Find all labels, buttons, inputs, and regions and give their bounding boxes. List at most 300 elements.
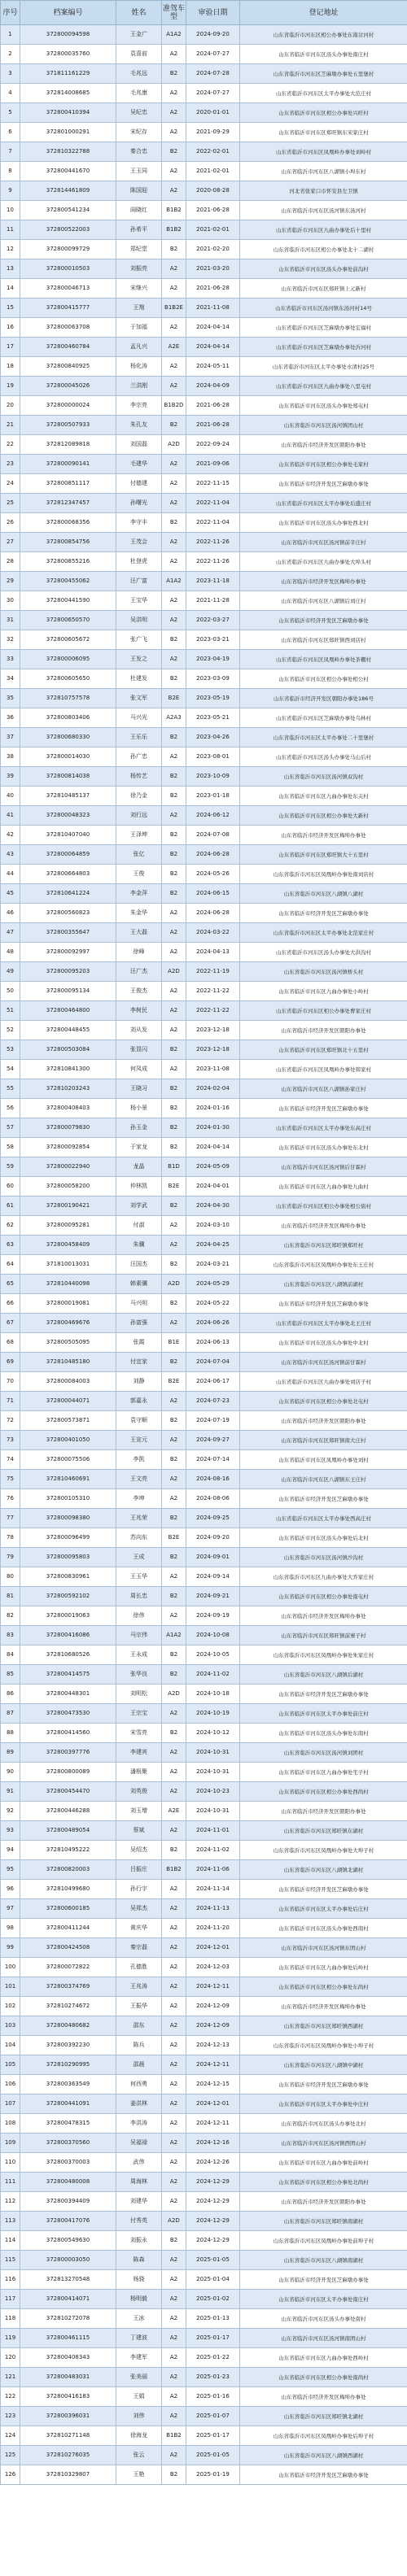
table-row <box>1 552 407 572</box>
header-index: 序号 <box>1 1 20 25</box>
table-row <box>1 1001 407 1021</box>
cell-address: 山东省临沂市河东区相公办事处东尚村 <box>240 1977 407 1997</box>
cell-index: 82 <box>1 1606 20 1626</box>
cell-license-class: A2 <box>162 181 186 201</box>
cell-file-number: 372810440098 <box>20 1275 116 1294</box>
cell-review-date: 2024-09-20 <box>186 25 240 45</box>
cell-index: 124 <box>1 2426 20 2446</box>
cell-address: 山东省临沂市河东区九曲办事处西岭村 <box>240 2348 407 2368</box>
cell-license-class: B1D <box>162 1157 186 1177</box>
cell-file-number: 372800505095 <box>20 1333 116 1353</box>
table-row <box>1 240 407 259</box>
cell-file-number: 372800441670 <box>20 162 116 181</box>
cell-license-class: A2 <box>162 1606 186 1626</box>
table-row <box>1 1919 407 1938</box>
cell-address: 山东省临沂市经济开发区芝麻墩办事处 <box>240 1294 407 1314</box>
cell-file-number: 372800397776 <box>20 1743 116 1763</box>
cell-file-number: 372800190421 <box>20 1196 116 1216</box>
cell-name: 郭嘉永 <box>116 1392 162 1411</box>
cell-address: 山东省临沂市河东区八湖镇八湖村 <box>240 884 407 904</box>
cell-name: 张美丽 <box>116 2368 162 2387</box>
cell-license-class: A2 <box>162 2173 186 2192</box>
cell-index: 50 <box>1 982 20 1001</box>
cell-license-class: A2 <box>162 1938 186 1958</box>
cell-name: 李树民 <box>116 1001 162 1021</box>
cell-file-number: 372800458409 <box>20 1236 116 1255</box>
table-row <box>1 513 407 533</box>
cell-name: 朱金华 <box>116 904 162 923</box>
cell-name: 朱孔友 <box>116 416 162 435</box>
cell-file-number: 372800095203 <box>20 962 116 982</box>
table-row <box>1 2309 407 2329</box>
table-row <box>1 1977 407 1997</box>
cell-license-class: A2 <box>162 533 186 552</box>
cell-index: 20 <box>1 396 20 416</box>
cell-file-number: 372810272078 <box>20 2309 116 2329</box>
cell-name: 付宜家 <box>116 1353 162 1372</box>
cell-name: 刘学武 <box>116 1196 162 1216</box>
cell-index: 66 <box>1 1294 20 1314</box>
table-row <box>1 1275 407 1294</box>
table-row <box>1 1372 407 1392</box>
cell-review-date: 2024-05-09 <box>186 1157 240 1177</box>
cell-review-date: 2024-07-27 <box>186 84 240 103</box>
cell-index: 53 <box>1 1040 20 1060</box>
cell-review-date: 2024-09-21 <box>186 1587 240 1606</box>
table-row <box>1 1177 407 1196</box>
cell-address: 山东省临沂市河东区郑旺镇上元新村 <box>240 279 407 299</box>
cell-index: 52 <box>1 1021 20 1040</box>
cell-index: 79 <box>1 1548 20 1567</box>
cell-name: 宋继兴 <box>116 279 162 299</box>
cell-license-class: A2 <box>162 1392 186 1411</box>
table-row <box>1 865 407 884</box>
cell-address: 山东省临沂市河东区太平办事处中庄村 <box>240 2094 407 2114</box>
table-row <box>1 2231 407 2251</box>
cell-name: 徐峰 <box>116 943 162 962</box>
table-row <box>1 1997 407 2016</box>
cell-license-class: A2 <box>162 1880 186 1899</box>
cell-license-class: B2 <box>162 865 186 884</box>
cell-license-class: A2 <box>162 84 186 103</box>
cell-file-number: 372810757578 <box>20 689 116 708</box>
cell-review-date: 2023-08-01 <box>186 748 240 767</box>
cell-review-date: 2024-09-14 <box>186 1567 240 1587</box>
cell-index: 95 <box>1 1860 20 1880</box>
cell-review-date: 2025-01-22 <box>186 2348 240 2368</box>
table-row <box>1 1665 407 1685</box>
cell-license-class: A2 <box>162 1001 186 1021</box>
cell-index: 27 <box>1 533 20 552</box>
cell-index: 39 <box>1 767 20 787</box>
cell-address: 山东省临沂市河东区太平办事处大范庄村 <box>240 84 407 103</box>
cell-review-date: 2022-11-04 <box>186 513 240 533</box>
cell-review-date: 2021-06-28 <box>186 201 240 220</box>
cell-review-date: 2023-03-21 <box>186 630 240 650</box>
cell-review-date: 2023-04-19 <box>186 650 240 669</box>
table-row <box>1 728 407 748</box>
cell-file-number: 372813270548 <box>20 2270 116 2290</box>
cell-address: 山东省临沂市河东区凤凰岭办事处韩家村 <box>240 1060 407 1079</box>
cell-file-number: 372800079830 <box>20 1118 116 1138</box>
cell-review-date: 2024-06-12 <box>186 806 240 826</box>
table-row <box>1 1938 407 1958</box>
table-row <box>1 2329 407 2348</box>
cell-review-date: 2022-02-01 <box>186 142 240 162</box>
cell-index: 67 <box>1 1314 20 1333</box>
table-row <box>1 1509 407 1528</box>
cell-license-class: A2 <box>162 591 186 611</box>
table-row <box>1 1860 407 1880</box>
cell-file-number: 372800541234 <box>20 201 116 220</box>
cell-license-class: B2E <box>162 1372 186 1392</box>
cell-review-date: 2024-12-26 <box>186 2153 240 2173</box>
table-row <box>1 1626 407 1645</box>
cell-license-class: A2 <box>162 2407 186 2426</box>
cell-file-number: 372800483031 <box>20 2368 116 2387</box>
cell-index: 29 <box>1 572 20 591</box>
cell-review-date: 2024-12-01 <box>186 2094 240 2114</box>
cell-address: 山东省临沂市经济开发区梅埠办事处 <box>240 572 407 591</box>
cell-review-date: 2024-07-04 <box>186 1353 240 1372</box>
table-row <box>1 1079 407 1099</box>
cell-license-class: A2 <box>162 1977 186 1997</box>
cell-review-date: 2022-11-22 <box>186 1001 240 1021</box>
cell-file-number: 372800414071 <box>20 2290 116 2309</box>
cell-file-number: 372800019063 <box>20 1606 116 1626</box>
cell-file-number: 372800854756 <box>20 533 116 552</box>
cell-index: 45 <box>1 884 20 904</box>
cell-index: 107 <box>1 2094 20 2114</box>
table-row <box>1 1724 407 1743</box>
cell-address: 山东省临沂市河东区郑旺镇郑旺村 <box>240 1236 407 1255</box>
cell-index: 113 <box>1 2212 20 2231</box>
table-row <box>1 826 407 845</box>
cell-address: 山东省临沂市河东区郑旺镇大十五里村 <box>240 845 407 865</box>
cell-index: 99 <box>1 1938 20 1958</box>
cell-name: 李守丰 <box>116 513 162 533</box>
cell-license-class: A2 <box>162 1489 186 1509</box>
cell-address: 山东省临沂市河东区汤头办事处郑屯村 <box>240 396 407 416</box>
cell-review-date: 2025-01-17 <box>186 2329 240 2348</box>
cell-license-class: A2 <box>162 162 186 181</box>
cell-address: 山东省临沂市经济开发区芝麻墩办事处 <box>240 1489 407 1509</box>
cell-name: 李宗亮 <box>116 396 162 416</box>
cell-file-number: 372800803406 <box>20 708 116 728</box>
cell-review-date: 2021-02-01 <box>186 220 240 240</box>
cell-review-date: 2024-12-29 <box>186 2192 240 2212</box>
cell-file-number: 372800840925 <box>20 357 116 377</box>
table-row <box>1 2153 407 2173</box>
cell-address: 山东省临沂市河东区汤河镇团山村 <box>240 416 407 435</box>
table-row <box>1 2114 407 2134</box>
cell-name: 陈兵 <box>116 2036 162 2055</box>
cell-name: 汪国杰 <box>116 1255 162 1275</box>
cell-file-number: 372800064859 <box>20 845 116 865</box>
cell-license-class: A2 <box>162 1314 186 1333</box>
cell-file-number: 372800469676 <box>20 1314 116 1333</box>
table-row <box>1 591 407 611</box>
cell-license-class: B2E <box>162 1177 186 1196</box>
cell-index: 58 <box>1 1138 20 1157</box>
cell-address: 河北省张家口市怀安县左卫镇 <box>240 181 407 201</box>
cell-index: 94 <box>1 1841 20 1860</box>
cell-name: 毛建华 <box>116 455 162 474</box>
cell-review-date: 2023-12-18 <box>186 1040 240 1060</box>
cell-name: 王兆涛 <box>116 1977 162 1997</box>
table-row <box>1 162 407 181</box>
cell-file-number: 372810485180 <box>20 1353 116 1372</box>
cell-review-date: 2024-12-16 <box>186 2134 240 2153</box>
cell-license-class: B2 <box>162 787 186 806</box>
table-row <box>1 435 407 455</box>
cell-index: 55 <box>1 1079 20 1099</box>
cell-file-number: 372800473530 <box>20 1704 116 1724</box>
cell-index: 48 <box>1 943 20 962</box>
table-row <box>1 1392 407 1411</box>
cell-name: 刘振亮 <box>116 259 162 279</box>
cell-index: 115 <box>1 2251 20 2270</box>
cell-review-date: 2020-01-01 <box>186 103 240 123</box>
cell-review-date: 2024-11-01 <box>186 1821 240 1841</box>
cell-address: 山东省临沂市河东区太平办事处北王庄村 <box>240 1314 407 1333</box>
cell-license-class: B2E <box>162 689 186 708</box>
cell-review-date: 2024-04-14 <box>186 338 240 357</box>
cell-license-class: A2 <box>162 2368 186 2387</box>
cell-license-class: B1B2 <box>162 2426 186 2446</box>
table-row <box>1 1216 407 1236</box>
cell-address: 山东省临沂市河东区相公办事处毛家村 <box>240 455 407 474</box>
cell-file-number: 372800396031 <box>20 2407 116 2426</box>
cell-license-class: A2 <box>162 2251 186 2270</box>
cell-address: 山东省临沂市经济开发区梅埠办事处 <box>240 826 407 845</box>
table-row <box>1 572 407 591</box>
cell-review-date: 2024-12-11 <box>186 1977 240 1997</box>
cell-name: 陈国迎 <box>116 181 162 201</box>
cell-address: 山东省临沂市河东区汤头办事处中北村 <box>240 1333 407 1353</box>
cell-address: 山东省临沂市河东区八湖镇后湖村 <box>240 1665 407 1685</box>
cell-name: 刘玉增 <box>116 1802 162 1821</box>
cell-file-number: 372800605672 <box>20 630 116 650</box>
cell-license-class: B1B2 <box>162 220 186 240</box>
cell-license-class: A2 <box>162 1782 186 1802</box>
cell-index: 56 <box>1 1099 20 1118</box>
cell-file-number: 372800058200 <box>20 1177 116 1196</box>
table-row <box>1 689 407 708</box>
cell-index: 54 <box>1 1060 20 1079</box>
cell-file-number: 372800099729 <box>20 240 116 259</box>
cell-address: 山东省临沂市经济开发区芝麻墩办事处 <box>240 1685 407 1704</box>
cell-index: 46 <box>1 904 20 923</box>
cell-review-date: 2024-04-13 <box>186 943 240 962</box>
cell-review-date: 2023-01-18 <box>186 787 240 806</box>
cell-index: 78 <box>1 1528 20 1548</box>
cell-name: 王艳 <box>116 2465 162 2485</box>
cell-name: 王文亮 <box>116 1470 162 1489</box>
cell-license-class: B2 <box>162 1294 186 1314</box>
table-row <box>1 943 407 962</box>
cell-file-number: 372800448301 <box>20 1685 116 1704</box>
cell-address: 山东省临沂市河东区汤头办事处西南村 <box>240 1919 407 1938</box>
cell-file-number: 372814008685 <box>20 84 116 103</box>
cell-license-class: A2 <box>162 2309 186 2329</box>
cell-license-class: A2D <box>162 435 186 455</box>
cell-file-number: 372800006095 <box>20 650 116 669</box>
cell-file-number: 372800075506 <box>20 1450 116 1470</box>
cell-address: 山东省临沂市河东区八湖镇南湖村 <box>240 2251 407 2270</box>
table-row <box>1 123 407 142</box>
cell-license-class: A2 <box>162 1216 186 1236</box>
table-row <box>1 2094 407 2114</box>
table-row <box>1 318 407 338</box>
cell-file-number: 372800035760 <box>20 45 116 64</box>
cell-address: 山东省临沂市河东区相公办事处北屯村 <box>240 1392 407 1411</box>
table-row <box>1 2036 407 2055</box>
cell-file-number: 371811161229 <box>20 64 116 84</box>
cell-review-date: 2021-06-28 <box>186 396 240 416</box>
cell-name: 宋纪存 <box>116 123 162 142</box>
cell-review-date: 2021-09-29 <box>186 123 240 142</box>
cell-review-date: 2024-11-20 <box>186 1919 240 1938</box>
cell-file-number: 372800461115 <box>20 2329 116 2348</box>
cell-review-date: 2024-12-09 <box>186 2016 240 2036</box>
cell-review-date: 2025-01-07 <box>186 2407 240 2426</box>
cell-review-date: 2025-01-05 <box>186 2251 240 2270</box>
cell-index: 87 <box>1 1704 20 1724</box>
cell-index: 4 <box>1 84 20 103</box>
cell-review-date: 2024-09-19 <box>186 1606 240 1626</box>
cell-name: 王宝华 <box>116 591 162 611</box>
cell-license-class: A2 <box>162 2290 186 2309</box>
table-row <box>1 2426 407 2446</box>
cell-address: 山东省临沂市河东区汤河镇后甘霖村 <box>240 1157 407 1177</box>
table-row <box>1 1704 407 1724</box>
cell-review-date: 2025-01-17 <box>186 2426 240 2446</box>
cell-file-number: 372814461809 <box>20 181 116 201</box>
cell-address: 山东省临沂市河东区八湖镇小埠东村 <box>240 162 407 181</box>
cell-file-number: 372800044071 <box>20 1392 116 1411</box>
cell-index: 44 <box>1 865 20 884</box>
table-row <box>1 416 407 435</box>
table-row <box>1 1138 407 1157</box>
cell-name: 邵东 <box>116 2016 162 2036</box>
cell-index: 105 <box>1 2055 20 2075</box>
cell-review-date: 2025-01-19 <box>186 2465 240 2485</box>
cell-name: 张显闪 <box>116 1040 162 1060</box>
cell-name: 潘根聚 <box>116 1763 162 1782</box>
table-row <box>1 2173 407 2192</box>
cell-name: 付秀英 <box>116 2212 162 2231</box>
cell-file-number: 372800503084 <box>20 1040 116 1060</box>
cell-index: 30 <box>1 591 20 611</box>
cell-license-class: A2 <box>162 1470 186 1489</box>
cell-index: 121 <box>1 2368 20 2387</box>
cell-address: 山东省临沂市河东区八湖镇西湖村 <box>240 2446 407 2465</box>
cell-file-number: 372800084003 <box>20 1372 116 1392</box>
cell-index: 42 <box>1 826 20 845</box>
cell-review-date: 2024-07-14 <box>186 1450 240 1470</box>
cell-name: 秦合忠 <box>116 142 162 162</box>
table-row <box>1 2212 407 2231</box>
cell-address: 山东省临沂市河东区汤河镇双沟村 <box>240 767 407 787</box>
cell-review-date: 2024-04-25 <box>186 1236 240 1255</box>
cell-name: 周海林 <box>116 2173 162 2192</box>
cell-file-number: 372800370003 <box>20 2153 116 2173</box>
table-row <box>1 884 407 904</box>
cell-index: 16 <box>1 318 20 338</box>
table-row <box>1 748 407 767</box>
cell-file-number: 372800414560 <box>20 1724 116 1743</box>
cell-file-number: 372810495222 <box>20 1841 116 1860</box>
cell-index: 36 <box>1 708 20 728</box>
cell-license-class: B2 <box>162 513 186 533</box>
cell-license-class: A2 <box>162 1236 186 1255</box>
cell-index: 76 <box>1 1489 20 1509</box>
table-row <box>1 1196 407 1216</box>
cell-index: 51 <box>1 1001 20 1021</box>
table-row <box>1 1060 407 1079</box>
cell-file-number: 372810271148 <box>20 2426 116 2446</box>
cell-file-number: 372800095803 <box>20 1548 116 1567</box>
cell-name: 孙玉金 <box>116 1118 162 1138</box>
cell-review-date: 2024-03-21 <box>186 1255 240 1275</box>
cell-index: 81 <box>1 1587 20 1606</box>
cell-index: 119 <box>1 2329 20 2348</box>
cell-license-class: A2E <box>162 338 186 357</box>
cell-license-class: A2 <box>162 474 186 494</box>
cell-review-date: 2024-10-08 <box>186 1626 240 1645</box>
cell-index: 18 <box>1 357 20 377</box>
cell-review-date: 2025-01-02 <box>186 2290 240 2309</box>
cell-address: 山东省临沂市河东区相公办事处兴旺村 <box>240 103 407 123</box>
cell-address: 山东省临沂市经济开发区朝阳办事处 <box>240 435 407 455</box>
cell-name: 陈森 <box>116 2251 162 2270</box>
table-row <box>1 2134 407 2153</box>
cell-review-date: 2023-03-09 <box>186 669 240 689</box>
cell-review-date: 2020-08-28 <box>186 181 240 201</box>
cell-name: 刘静 <box>116 1372 162 1392</box>
cell-index: 40 <box>1 787 20 806</box>
cell-review-date: 2024-08-16 <box>186 1470 240 1489</box>
table-row <box>1 982 407 1001</box>
cell-address: 山东省临沂市河东区太平办事处东高庄村 <box>240 1118 407 1138</box>
cell-file-number: 372800416183 <box>20 2387 116 2407</box>
cell-index: 106 <box>1 2075 20 2094</box>
cell-review-date: 2024-04-14 <box>186 318 240 338</box>
cell-address: 山东省临沂市河东区相公办事处曹家庄村 <box>240 1001 407 1021</box>
cell-license-class: A2 <box>162 2192 186 2212</box>
cell-review-date: 2024-08-06 <box>186 1489 240 1509</box>
cell-name: 吴纪忠 <box>116 103 162 123</box>
cell-index: 83 <box>1 1626 20 1645</box>
cell-address: 山东省临沂市河东区郑旺镇东湖村 <box>240 1821 407 1841</box>
cell-index: 111 <box>1 2173 20 2192</box>
cell-review-date: 2021-11-08 <box>186 299 240 318</box>
cell-address: 山东省临沂市经济开发区梅埠办事处 <box>240 1216 407 1236</box>
cell-review-date: 2022-11-04 <box>186 494 240 513</box>
cell-index: 68 <box>1 1333 20 1353</box>
cell-index: 90 <box>1 1763 20 1782</box>
cell-address: 山东省临沂市经济开发区芝麻墩办事处 <box>240 904 407 923</box>
cell-review-date: 2024-11-13 <box>186 1899 240 1919</box>
cell-address: 山东省临沂市河东区九曲办事处大乔家庄村 <box>240 1567 407 1587</box>
cell-review-date: 2021-11-28 <box>186 591 240 611</box>
cell-license-class: A2D <box>162 1275 186 1294</box>
cell-address: 山东省临沂市河东区太平办事处西高庄村 <box>240 1509 407 1528</box>
cell-name: 李坤 <box>116 1489 162 1509</box>
cell-file-number: 372800522003 <box>20 220 116 240</box>
cell-index: 6 <box>1 123 20 142</box>
